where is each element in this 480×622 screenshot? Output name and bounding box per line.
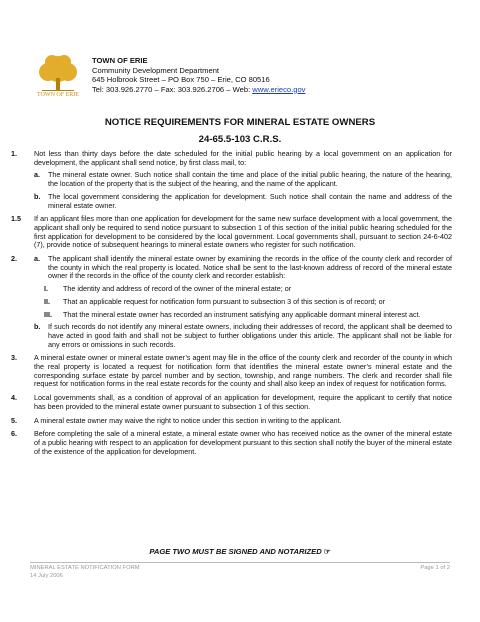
letterhead bbox=[92, 56, 305, 94]
section-number: 4. bbox=[11, 393, 17, 403]
item-text: The local government considering the application for development. Such notice shall contain the name and address of the mineral estate owner. bbox=[48, 191, 452, 210]
section-number: 1.5 bbox=[11, 214, 21, 224]
statute-ref: 24-65.5-103 C.R.S. bbox=[198, 134, 282, 145]
item-text: The identity and address of record of the owner of the mineral estate; or bbox=[63, 284, 292, 294]
item-label: b. bbox=[34, 191, 41, 201]
footer-page-number: Page 1 of 2 bbox=[420, 565, 450, 571]
contact: Tel: 303.926.2770 – Fax: 303.926.2706 – Web: bbox=[92, 84, 253, 94]
item-label: III. bbox=[44, 309, 52, 319]
section-text: Local governments shall, as a condition of approval of an application for development, require the applicant to certify that notice has been provided to the mineral estate owner pursuant to subsection 1 of this section. bbox=[34, 393, 452, 411]
logo-caption: TOWN OF ERIE bbox=[37, 92, 79, 98]
item-label: II. bbox=[44, 296, 50, 306]
pointing-hand-icon: ☞ bbox=[323, 547, 331, 556]
contact-line bbox=[92, 85, 305, 95]
address: 645 Holbrook Street – PO Box 750 – Erie, CO 80516 bbox=[92, 75, 270, 85]
department: Community Development Department bbox=[92, 65, 220, 75]
section-text: A mineral estate owner or mineral estate owner’s agent may file in the office of the county clerk and recorder of the county in which the real property is located a request for notification form that identifies the mineral estate owner’s mineral estate and the corresponding surface estate by parcel number and by section, township, and range numbers. The clerk and recorder shall file request for notification forms in the real estate records for the county and shall also keep an index of request for notification forms. bbox=[34, 353, 452, 389]
item-text: That the mineral estate owner has recorded an instrument satisfying any applicable dormant mineral interest act. bbox=[63, 309, 421, 319]
section-text: Before completing the sale of a mineral estate, a mineral estate owner who has received notice as the owner of the mineral estate of a public hearing with respect to an application for development pursuant to this section shall notify the buyer of the mineral estate of the existence of the application for development. bbox=[34, 429, 452, 456]
item-label: I. bbox=[44, 284, 48, 294]
section-4 bbox=[11, 393, 452, 411]
item-label: b. bbox=[34, 322, 41, 332]
section-2a-ii bbox=[34, 298, 452, 307]
section-3 bbox=[11, 353, 452, 389]
section-text: Not less than thirty days before the date scheduled for the initial public hearing by a local government on an application for development, the applicant shall send notice, by first class mail, to: bbox=[34, 149, 452, 167]
signature-notice bbox=[0, 547, 480, 556]
section-number: 3. bbox=[11, 353, 17, 363]
section-1-5 bbox=[11, 214, 452, 250]
section-1a bbox=[34, 171, 452, 188]
section-2b bbox=[34, 323, 452, 349]
section-5 bbox=[11, 415, 452, 426]
section-1 bbox=[11, 149, 452, 167]
section-text: If an applicant files more than one application for development for the same new surface development with a local government, the applicant shall only be required to send notice pursuant to subsection 1 of this section of the initial public hearing scheduled for the first application for development to be considered by the local government. Local governments shall, pursuant to section 24-6-402 (7), provide notice of subsequent hearings to mineral estate owners who register for such notification. bbox=[34, 214, 452, 250]
item-label: a. bbox=[34, 254, 40, 264]
town-logo bbox=[30, 52, 86, 104]
item-text: The mineral estate owner. Such notice shall contain the time and place of the initial public hearing, the nature of the hearing, the location of the property that is the subject of the hearing, and the name of the applicant. bbox=[48, 170, 452, 189]
document-body bbox=[11, 149, 452, 456]
section-text: A mineral estate owner may waive the right to notice under this section in writing to the applicant. bbox=[34, 415, 342, 425]
item-text: The applicant shall identify the mineral estate owner by examining the records in the office of the county clerk and recorder of the county in which the real property is located. Notice shall be sent to the last-known address of record of the mineral estate owner if the records in the office of the county clerk and recorder establish: bbox=[48, 254, 452, 281]
section-6 bbox=[11, 429, 452, 456]
section-2a bbox=[11, 254, 452, 281]
section-number: 6. bbox=[11, 429, 17, 439]
section-1b bbox=[34, 193, 452, 210]
org-name: TOWN OF ERIE bbox=[92, 56, 148, 65]
footer-date: 14 July 2006 bbox=[30, 573, 63, 579]
website-link[interactable]: www.erieco.gov bbox=[252, 84, 306, 94]
item-text: That an applicable request for notification form pursuant to subsection 3 of this section is of record; or bbox=[63, 296, 386, 306]
item-label: a. bbox=[34, 170, 40, 180]
section-number: 2. bbox=[11, 254, 17, 264]
page-title: NOTICE REQUIREMENTS FOR MINERAL ESTATE OWNERS bbox=[104, 117, 376, 128]
footer-form-name: MINERAL ESTATE NOTIFICATION FORM bbox=[30, 565, 140, 571]
section-2a-i bbox=[34, 285, 452, 294]
item-text: If such records do not identify any mineral estate owners, including their addresses of record, the applicant shall be deemed to have acted in good faith and shall not be subject to further obligations under this article. The applicant shall not be liable for any errors or omissions in such records. bbox=[48, 322, 452, 349]
section-2a-iii bbox=[34, 311, 452, 320]
footer-divider bbox=[30, 562, 450, 563]
signature-notice-text: PAGE TWO MUST BE SIGNED AND NOTARIZED bbox=[149, 547, 322, 556]
section-number: 5. bbox=[11, 415, 17, 425]
section-number: 1. bbox=[11, 149, 17, 158]
